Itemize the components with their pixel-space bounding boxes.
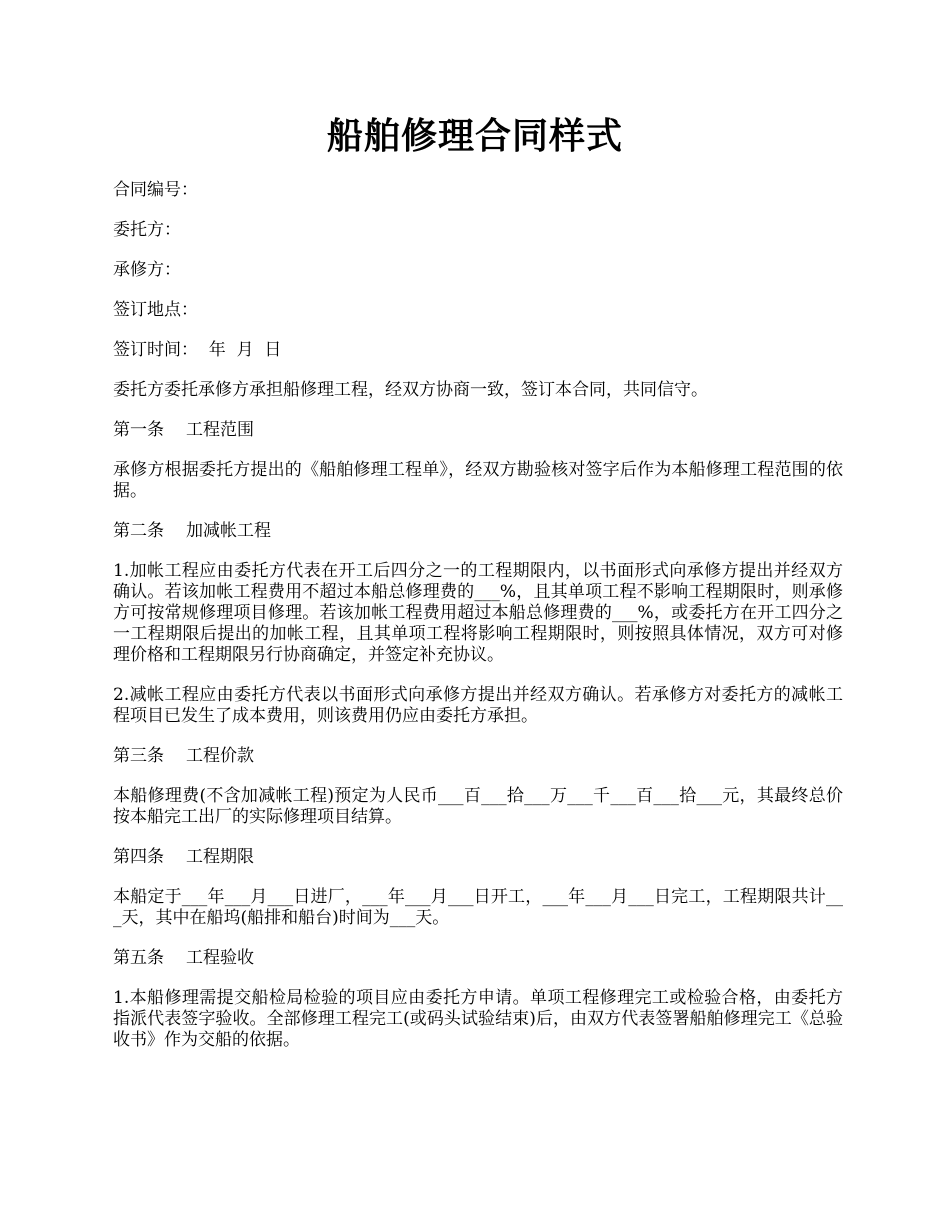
article-number: 第三条 <box>113 746 164 766</box>
contractor-field: 承修方： <box>113 260 181 280</box>
article-paragraph: 2.减帐工程应由委托方代表以书面形式向承修方提出并经双方确认。若承修方对委托方的减帐工程项目已发生了成本费用，则该费用仍应由委托方承担。 <box>113 685 843 726</box>
article-paragraph: 本船定于___年___月___日进厂，___年___月___日开工，___年___月___日完工，工程期限共计___天，其中在船坞(船排和船台)时间为___天。 <box>113 887 843 928</box>
article-title: 加减帐工程 <box>186 521 271 541</box>
article-title: 工程验收 <box>186 948 254 968</box>
article-paragraph: 承修方根据委托方提出的《船舶修理工程单》，经双方勘验核对签字后作为本船修理工程范围的依据。 <box>113 460 843 501</box>
article-heading <box>113 746 843 767</box>
article-paragraph: 本船修理费(不含加减帐工程)预定为人民币___百___拾___万___千___百___拾___元，其最终总价按本船完工出厂的实际修理项目结算。 <box>113 786 843 827</box>
article-paragraph: 1.本船修理需提交船检局检验的项目应由委托方申请。单项工程修理完工或检验合格，由委托方指派代表签字验收。全部修理工程完工(或码头试验结束)后，由双方代表签署船舶修理完工《总验收书》作为交船的依据。 <box>113 988 843 1050</box>
client-field: 委托方： <box>113 220 181 240</box>
signing-place-field: 签订地点： <box>113 300 198 320</box>
article-number: 第四条 <box>113 847 164 867</box>
article-title: 工程范围 <box>186 420 254 440</box>
article-title: 工程价款 <box>186 746 254 766</box>
article-heading <box>113 521 843 542</box>
article-title: 工程期限 <box>186 847 254 867</box>
article-heading <box>113 847 843 868</box>
article-heading <box>113 948 843 969</box>
article-paragraph: 1.加帐工程应由委托方代表在开工后四分之一的工程期限内，以书面形式向承修方提出并经双方确认。若该加帐工程费用不超过本船总修理费的___%，且其单项工程不影响工程期限时，则承修方可按常规修理项目修理。若该加帐工程费用超过本船总修理费的___%，或委托方在开工四分之一工程期限后提出的加帐工程，且其单项工程将影响工程期限时，则按照具体情况，双方可对修理价格和工程期限另行协商确定，并签定补充协议。 <box>113 561 843 665</box>
signing-time-field: 签订时间： 年 月 日 <box>113 340 282 360</box>
document-body <box>113 180 843 1070</box>
article-number: 第一条 <box>113 420 164 440</box>
article-number: 第二条 <box>113 521 164 541</box>
intro-paragraph: 委托方委托承修方承担船修理工程，经双方协商一致，签订本合同，共同信守。 <box>113 380 708 400</box>
article-heading <box>113 420 843 441</box>
article-number: 第五条 <box>113 948 164 968</box>
document-title: 船舶修理合同样式 <box>326 115 623 157</box>
contract-number-field: 合同编号： <box>113 180 198 200</box>
